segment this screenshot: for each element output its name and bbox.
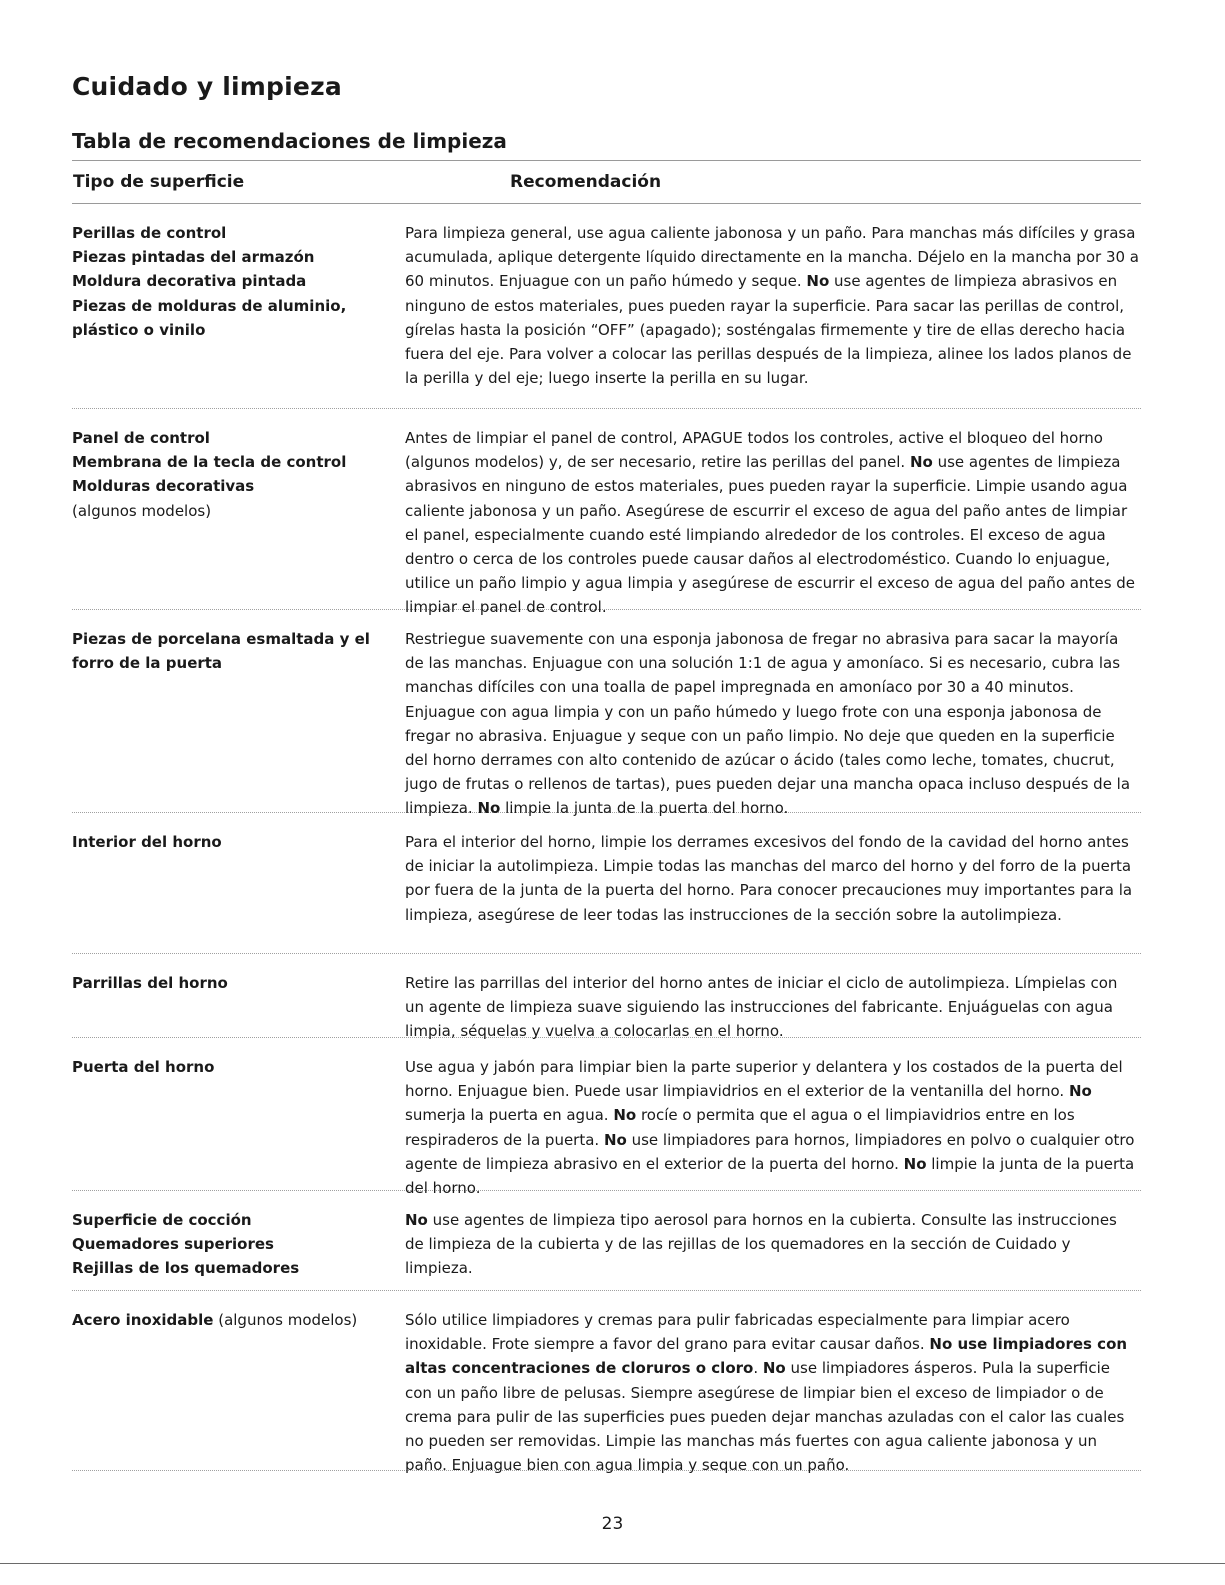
recommendation-segment: use agentes de limpieza abrasivos en ninguno de estos materiales, pues pueden rayar la superficie. Para sacar las perillas de control, gírelas hasta la posición “OFF” (apagado); sosténgalas firmemente y tire de ellas derecho hacia fuera del eje. Para volver a colocar las perillas después de la limpieza, alinee los lados planos de la perilla y del eje; luego inserte la perilla en su lugar. <box>405 272 1132 388</box>
surface-type-label: Piezas de molduras de aluminio, <box>72 296 347 315</box>
recommendation-emphasis: No <box>762 1359 786 1378</box>
recommendation-emphasis: No <box>613 1106 637 1125</box>
surface-type-cell <box>72 1291 405 1470</box>
cleaning-recommendations-table <box>72 160 1141 1475</box>
surface-type-label: Membrana de la tecla de control <box>72 453 347 472</box>
surface-type-label: Interior del horno <box>72 833 222 851</box>
recommendation-segment: Sólo utilice limpiadores y cremas para pulir fabricadas especialmente para limpiar acero inoxidable. Frote siempre a favor del grano para evitar causar daños. <box>405 1311 1070 1354</box>
surface-type-label: Molduras decorativas <box>72 477 255 496</box>
surface-type-cell <box>72 954 405 1037</box>
header-surface-type: Tipo de superficie <box>73 172 245 192</box>
table-header <box>72 161 1141 204</box>
table-row <box>72 409 1141 617</box>
surface-type-name: Acero inoxidable <box>72 1311 214 1329</box>
recommendation-emphasis: No <box>903 1154 927 1173</box>
surface-type-label: Superficie de cocción <box>72 1211 252 1229</box>
recommendation-text <box>405 971 1139 1044</box>
recommendation-segment: use agentes de limpieza tipo aerosol para hornos en la cubierta. Consulte las instrucciones de limpieza de la cubierta y de las rejillas de los quemadores en la sección de Cuidado y limpieza. <box>405 1211 1117 1278</box>
surface-type-label: Rejillas de los quemadores <box>72 1259 300 1278</box>
recommendation-segment: sumerja la puerta en agua. <box>405 1106 614 1125</box>
recommendation-segment: use agentes de limpieza abrasivos en ninguno de estos materiales, pues pueden rayar la superficie. Limpie usando agua caliente jabonosa y un paño. Asegúrese de escurrir el exceso de agua del paño antes de limpiar el panel, especialmente cuando esté limpiando alrededor de los controles. El exceso de agua dentro o cerca de los controles puede causar daños al electrodoméstico. Cuando lo enjuague, utilice un paño limpio y agua limpia y asegúrese de escurrir el exceso de agua del paño antes de limpiar el panel de control. <box>405 453 1136 617</box>
recommendation-text <box>405 830 1139 927</box>
table-body <box>72 204 1141 1475</box>
recommendation-cell <box>405 1291 1141 1475</box>
surface-type-label: Panel de control <box>72 429 210 447</box>
surface-type-label: Quemadores superiores <box>72 1235 274 1254</box>
recommendation-cell <box>405 409 1141 617</box>
recommendation-segment: limpie la junta de la puerta del horno. <box>405 1154 1135 1198</box>
surface-type-label: Moldura decorativa pintada <box>72 272 307 291</box>
surface-type-label: Piezas pintadas del armazón <box>72 248 315 267</box>
surface-type-cell <box>72 1038 405 1190</box>
surface-type-note: (algunos modelos) <box>213 1311 358 1329</box>
recommendation-emphasis: No <box>806 272 830 291</box>
recommendation-cell <box>405 610 1141 818</box>
recommendation-cell <box>405 204 1141 408</box>
recommendation-text <box>405 1308 1139 1477</box>
recommendation-cell <box>405 813 1141 953</box>
recommendation-emphasis: No <box>1068 1082 1092 1101</box>
recommendation-segment: rocíe o permita que el agua o el limpiavidrios entre en los respiraderos de la puerta. <box>405 1106 1075 1149</box>
header-recommendation: Recomendación <box>510 172 662 192</box>
recommendation-emphasis: No <box>909 453 933 472</box>
surface-type-label: Parrillas del horno <box>72 974 228 992</box>
surface-type-cell <box>72 813 405 953</box>
recommendation-cell <box>405 1038 1141 1198</box>
recommendation-cell <box>405 1191 1141 1290</box>
recommendation-text <box>405 627 1139 821</box>
table-row <box>72 1038 1141 1198</box>
recommendation-text <box>405 1055 1139 1200</box>
surface-type-label: Perillas de control <box>72 224 227 242</box>
recommendation-emphasis: No <box>603 1130 627 1149</box>
recommendation-text <box>405 1208 1139 1281</box>
table-row <box>72 610 1141 818</box>
recommendation-emphasis: No <box>477 799 501 818</box>
recommendation-segment: Para el interior del horno, limpie los derrames excesivos del fondo de la cavidad del horno antes de iniciar la autolimpieza. Limpie todas las manchas del marco del horno y del forro de la puerta por fuera de la junta de la puerta del horno. Para conocer precauciones muy importantes para la limpieza, asegúrese de leer todas las instrucciones de la sección sobre la autolimpieza. <box>405 833 1133 924</box>
recommendation-segment: Use agua y jabón para limpiar bien la parte superior y delantera y los costados de la puerta del horno. Enjuague bien. Puede usar limpiavidrios en el exterior de la ventanilla del horno. <box>405 1058 1123 1101</box>
table-title: Tabla de recomendaciones de limpieza <box>72 129 507 153</box>
recommendation-text <box>405 426 1139 620</box>
recommendation-segment: Antes de limpiar el panel de control, APAGUE todos los controles, active el bloqueo del horno (algunos modelos) y, de ser necesario, retire las perillas del panel. <box>405 429 1103 472</box>
page-bottom-rule <box>0 1563 1225 1564</box>
recommendation-text <box>405 221 1139 390</box>
surface-type-label: Piezas de porcelana esmaltada y el <box>72 630 370 648</box>
surface-type-cell <box>72 204 405 408</box>
recommendation-segment: . <box>753 1359 763 1378</box>
table-row <box>72 813 1141 954</box>
table-row <box>72 1191 1141 1291</box>
recommendation-segment: Restriegue suavemente con una esponja jabonosa de fregar no abrasiva para sacar la mayoría de las manchas. Enjuague con una solución 1:1 de agua y amoníaco. Si es necesario, cubra las manchas difíciles con una toalla de papel impregnada en amoníaco por 30 a 40 minutos. Enjuague con agua limpia y con un paño húmedo y luego frote con una esponja jabonosa de fregar no abrasiva. Enjuague y seque con un paño limpio. No deje que queden en la superficie del horno derrames con alto contenido de azúcar o ácido (tales como leche, tomates, chucrut, jugo de frutas o rellenos de tartas), pues pueden dejar una mancha opaca incluso después de la limpieza. <box>405 630 1131 818</box>
table-row <box>72 204 1141 409</box>
table-row <box>72 1291 1141 1475</box>
page-title: Cuidado y limpieza <box>72 72 342 101</box>
table-row <box>72 954 1141 1041</box>
surface-type-note: (algunos modelos) <box>72 501 212 520</box>
recommendation-emphasis: No <box>405 1211 428 1229</box>
recommendation-segment: use limpiadores ásperos. Pula la superficie con un paño libre de pelusas. Siempre asegúrese de limpiar bien el exceso de limpiador o de crema para pulir de las superficies pues pueden dejar manchas azuladas con el calor las cuales no pueden ser removidas. Limpie las manchas más fuertes con agua caliente jabonosa y un paño. Enjuague bien con agua limpia y seque con un paño. <box>405 1359 1125 1475</box>
surface-type-cell <box>72 610 405 812</box>
surface-type-label: forro de la puerta <box>72 654 223 673</box>
surface-type-cell <box>72 409 405 609</box>
recommendation-segment: Para limpieza general, use agua caliente jabonosa y un paño. Para manchas más difíciles y grasa acumulada, aplique detergente líquido directamente en la mancha. Déjelo en la mancha por 30 a 60 minutos. Enjuague con un paño húmedo y seque. <box>405 224 1139 291</box>
recommendation-segment: use limpiadores para hornos, limpiadores en polvo o cualquier otro agente de limpieza abrasivo en el exterior de la puerta del horno. <box>405 1130 1135 1173</box>
recommendation-segment: Retire las parrillas del interior del horno antes de iniciar el ciclo de autolimpieza. Límpielas con un agente de limpieza suave siguiendo las instrucciones del fabricante. Enjuáguelas con agua limpia, séquelas y vuelva a colocarlas en el horno. <box>405 974 1118 1041</box>
surface-type-label: Puerta del horno <box>72 1058 215 1076</box>
surface-type-label <box>72 1311 357 1329</box>
surface-type-label: plástico o vinilo <box>72 320 206 339</box>
recommendation-cell <box>405 954 1141 1041</box>
page-number: 23 <box>601 1514 624 1534</box>
surface-type-cell <box>72 1191 405 1290</box>
recommendation-emphasis: No use limpiadores con altas concentraciones de cloruros o cloro <box>405 1335 1128 1378</box>
recommendation-segment: limpie la junta de la puerta del horno. <box>500 799 789 818</box>
